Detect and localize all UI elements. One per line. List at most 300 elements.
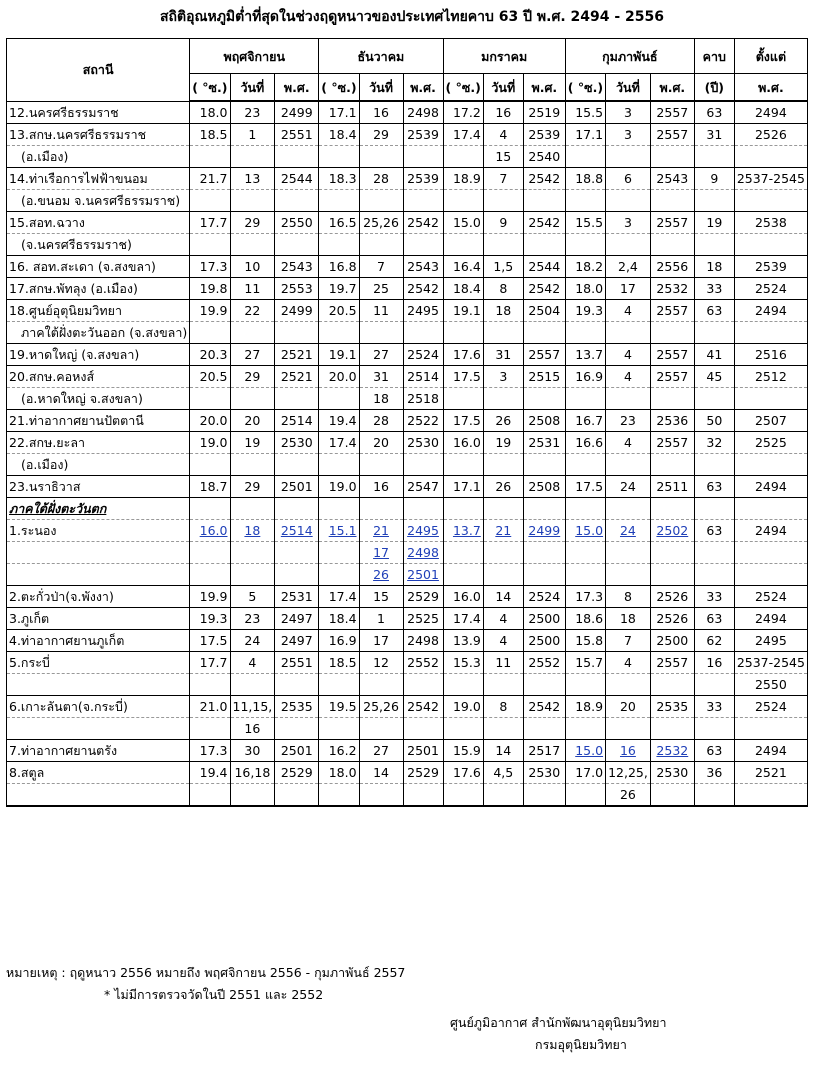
table-cell: 4 xyxy=(483,124,523,146)
table-cell xyxy=(319,388,359,410)
record-link[interactable]: 2514 xyxy=(280,523,313,538)
table-cell xyxy=(275,542,319,564)
table-cell: 9 xyxy=(483,212,523,234)
table-cell xyxy=(190,454,230,476)
table-cell xyxy=(319,520,359,542)
table-cell: 20 xyxy=(606,696,651,718)
station-cell: (อ.หาดใหญ่ จ.สงขลา) xyxy=(7,388,190,410)
table-cell: 2515 xyxy=(523,366,565,388)
table-cell xyxy=(190,234,230,256)
table-cell: 16,18 xyxy=(230,762,275,784)
table-cell xyxy=(359,564,403,586)
table-cell xyxy=(403,674,443,696)
table-cell xyxy=(230,564,275,586)
table-cell: 2532 xyxy=(650,278,694,300)
table-cell xyxy=(606,520,651,542)
table-cell xyxy=(275,322,319,344)
table-cell xyxy=(443,564,483,586)
table-cell: 17 xyxy=(606,278,651,300)
table-cell xyxy=(190,542,230,564)
table-cell: 2494 xyxy=(734,740,807,762)
subheader-day: วันที่ xyxy=(359,74,403,102)
table-cell: 18.0 xyxy=(565,278,605,300)
table-cell: 25,26 xyxy=(359,696,403,718)
station-cell: (จ.นครศรีธรรมราช) xyxy=(7,234,190,256)
table-cell xyxy=(443,718,483,740)
table-cell xyxy=(190,146,230,168)
table-cell: 15.3 xyxy=(443,652,483,674)
table-cell: 63 xyxy=(694,520,734,542)
table-cell xyxy=(606,190,651,212)
table-cell xyxy=(606,718,651,740)
table-row xyxy=(7,300,808,322)
table-cell: 19.7 xyxy=(319,278,359,300)
note-line-2: * ไม่มีการตรวจวัดในปี 2551 และ 2552 xyxy=(104,987,324,1002)
table-cell xyxy=(403,234,443,256)
table-cell xyxy=(650,740,694,762)
table-cell xyxy=(403,190,443,212)
table-cell xyxy=(523,498,565,520)
table-cell xyxy=(359,146,403,168)
table-cell: 2497 xyxy=(275,608,319,630)
table-cell xyxy=(606,388,651,410)
table-cell xyxy=(606,146,651,168)
table-cell: 8 xyxy=(606,586,651,608)
table-row xyxy=(7,454,808,476)
table-cell xyxy=(694,190,734,212)
table-cell xyxy=(565,564,605,586)
table-cell xyxy=(275,388,319,410)
table-cell: 17.2 xyxy=(443,101,483,124)
record-link[interactable]: 18 xyxy=(244,523,261,538)
table-cell: 4 xyxy=(606,432,651,454)
table-cell: 25,26 xyxy=(359,212,403,234)
table-cell: 2539 xyxy=(734,256,807,278)
table-cell: 2498 xyxy=(403,101,443,124)
table-cell: 18.5 xyxy=(319,652,359,674)
record-link[interactable]: 21 xyxy=(495,523,512,538)
table-cell xyxy=(443,520,483,542)
table-cell: 4 xyxy=(606,300,651,322)
record-link[interactable]: 13.7 xyxy=(452,523,481,538)
table-row xyxy=(7,190,808,212)
table-cell xyxy=(565,234,605,256)
station-cell: 12.นครศรีธรรมราช xyxy=(7,101,190,124)
table-row xyxy=(7,762,808,784)
table-cell xyxy=(734,564,807,586)
station-cell: 18.ศูนย์อุตุนิยมวิทยา xyxy=(7,300,190,322)
table-cell xyxy=(230,498,275,520)
table-cell xyxy=(734,146,807,168)
table-cell xyxy=(523,520,565,542)
table-cell: 18.8 xyxy=(565,168,605,190)
table-cell: 26 xyxy=(483,476,523,498)
table-cell: 2508 xyxy=(523,476,565,498)
table-cell: 2495 xyxy=(734,630,807,652)
table-cell: 2539 xyxy=(523,124,565,146)
table-cell: 2499 xyxy=(275,300,319,322)
table-cell xyxy=(483,190,523,212)
table-cell: 2537-2545 xyxy=(734,652,807,674)
table-cell: 33 xyxy=(694,278,734,300)
table-cell xyxy=(443,234,483,256)
table-cell xyxy=(443,542,483,564)
table-cell: 32 xyxy=(694,432,734,454)
table-cell: 19.0 xyxy=(190,432,230,454)
table-cell xyxy=(483,388,523,410)
table-cell: 2538 xyxy=(734,212,807,234)
station-cell: 16. สอท.สะเดา (จ.สงขลา) xyxy=(7,256,190,278)
table-cell xyxy=(230,234,275,256)
table-cell: 2535 xyxy=(650,696,694,718)
table-cell: 19.3 xyxy=(190,608,230,630)
table-row xyxy=(7,146,808,168)
table-cell: 2552 xyxy=(523,652,565,674)
table-cell: 18.2 xyxy=(565,256,605,278)
table-cell xyxy=(606,322,651,344)
table-cell xyxy=(483,520,523,542)
table-cell: 14 xyxy=(483,740,523,762)
table-cell xyxy=(606,498,651,520)
table-cell: 8 xyxy=(483,278,523,300)
table-cell: 63 xyxy=(694,476,734,498)
table-cell: 2521 xyxy=(275,344,319,366)
table-cell: 16 xyxy=(694,652,734,674)
table-cell: 2512 xyxy=(734,366,807,388)
table-cell: 2521 xyxy=(734,762,807,784)
table-cell: 2542 xyxy=(523,696,565,718)
table-cell: 7 xyxy=(483,168,523,190)
table-cell: 24 xyxy=(606,476,651,498)
table-cell: 15.9 xyxy=(443,740,483,762)
table-row xyxy=(7,564,808,586)
table-cell xyxy=(403,520,443,542)
table-cell xyxy=(443,674,483,696)
table-cell: 4 xyxy=(483,630,523,652)
table-cell xyxy=(694,784,734,807)
station-cell: 23.นราธิวาส xyxy=(7,476,190,498)
table-cell: 6 xyxy=(606,168,651,190)
table-cell xyxy=(190,784,230,807)
table-cell: 18 xyxy=(483,300,523,322)
subheader-year: พ.ศ. xyxy=(275,74,319,102)
table-cell: 2557 xyxy=(650,101,694,124)
table-cell: 2517 xyxy=(523,740,565,762)
table-cell xyxy=(650,674,694,696)
table-cell: 2556 xyxy=(650,256,694,278)
table-cell xyxy=(359,784,403,807)
table-cell: 2494 xyxy=(734,101,807,124)
table-cell: 28 xyxy=(359,168,403,190)
table-cell xyxy=(190,564,230,586)
table-cell: 17.5 xyxy=(443,410,483,432)
table-cell: 8 xyxy=(483,696,523,718)
table-row xyxy=(7,630,808,652)
table-cell: 2557 xyxy=(523,344,565,366)
table-cell: 19.1 xyxy=(319,344,359,366)
table-cell: 2529 xyxy=(403,586,443,608)
table-cell xyxy=(523,542,565,564)
table-cell: 2557 xyxy=(650,212,694,234)
table-cell: 16.9 xyxy=(565,366,605,388)
record-link[interactable]: 16 xyxy=(619,743,636,758)
record-link[interactable]: 2495 xyxy=(407,523,439,538)
table-cell xyxy=(650,190,694,212)
table-cell: 2500 xyxy=(650,630,694,652)
table-cell: 17 xyxy=(359,630,403,652)
table-cell: 2557 xyxy=(650,300,694,322)
table-cell: 63 xyxy=(694,101,734,124)
table-cell: 20.0 xyxy=(319,366,359,388)
table-cell xyxy=(230,784,275,807)
table-cell: 16.2 xyxy=(319,740,359,762)
table-cell: 63 xyxy=(694,740,734,762)
table-cell xyxy=(565,454,605,476)
table-cell: 19 xyxy=(230,432,275,454)
station-cell xyxy=(7,718,190,740)
record-link[interactable]: 2502 xyxy=(656,523,689,538)
table-cell: 2501 xyxy=(403,740,443,762)
station-cell: (อ.เมือง) xyxy=(7,454,190,476)
table-cell: 2514 xyxy=(275,410,319,432)
station-cell xyxy=(7,784,190,807)
table-cell: 16.5 xyxy=(319,212,359,234)
record-link[interactable]: 15.0 xyxy=(575,743,604,758)
record-link[interactable]: 2498 xyxy=(407,545,439,560)
table-row xyxy=(7,124,808,146)
table-cell xyxy=(443,498,483,520)
subheader-period-unit: (ปี) xyxy=(694,74,734,102)
table-cell: 17.4 xyxy=(443,124,483,146)
table-cell xyxy=(483,498,523,520)
table-cell: 2557 xyxy=(650,366,694,388)
section-heading: ภาคใต้ฝั่งตะวันตก xyxy=(7,498,190,520)
table-cell xyxy=(190,190,230,212)
subheader-temp: ( °ซ.) xyxy=(319,74,359,102)
table-cell xyxy=(443,322,483,344)
table-cell: 13.7 xyxy=(565,344,605,366)
subheader-temp: ( °ซ.) xyxy=(190,74,230,102)
table-cell: 2,4 xyxy=(606,256,651,278)
station-cell: 17.สกษ.พัทลุง (อ.เมือง) xyxy=(7,278,190,300)
table-cell xyxy=(523,718,565,740)
table-row xyxy=(7,101,808,124)
table-cell: 2516 xyxy=(734,344,807,366)
table-cell xyxy=(359,234,403,256)
table-row xyxy=(7,652,808,674)
table-cell xyxy=(483,234,523,256)
table-cell: 17.3 xyxy=(565,586,605,608)
header-month-feb: กุมภาพันธ์ xyxy=(565,39,694,74)
table-cell: 2544 xyxy=(275,168,319,190)
table-cell: 2524 xyxy=(403,344,443,366)
table-cell: 2501 xyxy=(275,740,319,762)
table-cell xyxy=(565,190,605,212)
table-cell xyxy=(694,674,734,696)
table-cell xyxy=(190,520,230,542)
table-cell xyxy=(230,454,275,476)
table-cell: 19.8 xyxy=(190,278,230,300)
table-cell: 2494 xyxy=(734,520,807,542)
record-link[interactable]: 26 xyxy=(373,567,389,582)
table-row xyxy=(7,432,808,454)
table-cell xyxy=(565,740,605,762)
table-cell: 17.4 xyxy=(319,432,359,454)
table-cell xyxy=(606,542,651,564)
table-cell: 4 xyxy=(606,344,651,366)
table-cell: 2540 xyxy=(523,146,565,168)
table-cell: 2500 xyxy=(523,630,565,652)
table-cell: 4 xyxy=(483,608,523,630)
table-cell: 26 xyxy=(483,410,523,432)
table-cell xyxy=(483,564,523,586)
record-link[interactable]: 2532 xyxy=(656,743,689,758)
table-cell xyxy=(483,454,523,476)
table-cell: 20.3 xyxy=(190,344,230,366)
record-link[interactable]: 15.0 xyxy=(575,523,604,538)
table-cell xyxy=(650,454,694,476)
credit xyxy=(450,1012,667,1056)
table-cell: 29 xyxy=(230,366,275,388)
table-cell xyxy=(403,322,443,344)
table-cell: 2550 xyxy=(734,674,807,696)
table-cell xyxy=(190,388,230,410)
table-cell: 17.4 xyxy=(443,608,483,630)
table-cell: 16 xyxy=(483,101,523,124)
table-row xyxy=(7,234,808,256)
table-cell xyxy=(650,234,694,256)
record-link[interactable]: 16.0 xyxy=(199,523,228,538)
table-cell xyxy=(275,454,319,476)
table-cell: 2551 xyxy=(275,652,319,674)
table-cell: 3 xyxy=(606,124,651,146)
table-cell: 2521 xyxy=(275,366,319,388)
table-cell: 2498 xyxy=(403,630,443,652)
table-row xyxy=(7,366,808,388)
table-cell xyxy=(523,674,565,696)
record-link[interactable]: 15.1 xyxy=(328,523,357,538)
station-cell: 4.ท่าอากาศยานภูเก็ต xyxy=(7,630,190,652)
table-cell: 29 xyxy=(230,476,275,498)
table-cell xyxy=(230,542,275,564)
table-cell: 31 xyxy=(483,344,523,366)
table-cell: 18.9 xyxy=(565,696,605,718)
subheader-year: พ.ศ. xyxy=(403,74,443,102)
table-cell xyxy=(403,542,443,564)
table-cell: 2539 xyxy=(403,124,443,146)
table-cell: 2557 xyxy=(650,124,694,146)
record-link[interactable]: 2499 xyxy=(528,523,561,538)
table-row xyxy=(7,784,808,807)
table-cell: 27 xyxy=(359,740,403,762)
table-cell xyxy=(359,190,403,212)
table-cell: 2504 xyxy=(523,300,565,322)
table-cell xyxy=(275,520,319,542)
table-cell: 17.3 xyxy=(190,256,230,278)
table-cell: 30 xyxy=(230,740,275,762)
table-cell: 2524 xyxy=(734,278,807,300)
table-cell: 15 xyxy=(483,146,523,168)
table-cell xyxy=(694,498,734,520)
table-cell xyxy=(734,234,807,256)
table-cell: 20.5 xyxy=(319,300,359,322)
table-cell xyxy=(319,322,359,344)
header-station: สถานี xyxy=(7,39,190,102)
table-cell xyxy=(319,146,359,168)
table-cell xyxy=(565,718,605,740)
record-link[interactable]: 17 xyxy=(373,545,389,560)
record-link[interactable]: 2501 xyxy=(407,567,439,582)
table-cell xyxy=(565,388,605,410)
table-cell xyxy=(734,542,807,564)
table-cell xyxy=(359,718,403,740)
table-cell xyxy=(606,740,651,762)
table-cell: 10 xyxy=(230,256,275,278)
table-cell xyxy=(319,674,359,696)
table-cell xyxy=(523,234,565,256)
table-cell: 19.0 xyxy=(319,476,359,498)
table-cell: 31 xyxy=(359,366,403,388)
table-cell xyxy=(734,388,807,410)
table-cell xyxy=(650,146,694,168)
table-cell: 2514 xyxy=(403,366,443,388)
table-cell xyxy=(565,146,605,168)
table-cell: 2535 xyxy=(275,696,319,718)
table-cell: 41 xyxy=(694,344,734,366)
table-cell: 2524 xyxy=(734,696,807,718)
table-cell: 2500 xyxy=(523,608,565,630)
table-cell: 15.8 xyxy=(565,630,605,652)
table-cell: 4 xyxy=(606,366,651,388)
table-row xyxy=(7,696,808,718)
table-cell xyxy=(319,498,359,520)
table-cell xyxy=(694,564,734,586)
table-cell xyxy=(606,454,651,476)
table-cell: 2495 xyxy=(403,300,443,322)
table-cell: 20 xyxy=(359,432,403,454)
table-cell: 12,25, xyxy=(606,762,651,784)
table-cell: 18.0 xyxy=(190,101,230,124)
table-cell: 14 xyxy=(483,586,523,608)
table-cell xyxy=(523,190,565,212)
table-cell xyxy=(230,146,275,168)
station-cell: 2.ตะกั่วป่า(จ.พังงา) xyxy=(7,586,190,608)
table-cell xyxy=(359,520,403,542)
header-since: ตั้งแต่ xyxy=(734,39,807,74)
table-cell: 2524 xyxy=(523,586,565,608)
station-cell xyxy=(7,564,190,586)
table-cell: 2494 xyxy=(734,476,807,498)
table-cell xyxy=(694,234,734,256)
table-cell: 16.7 xyxy=(565,410,605,432)
table-cell: 17.1 xyxy=(565,124,605,146)
table-cell: 16.6 xyxy=(565,432,605,454)
table-cell xyxy=(190,498,230,520)
table-cell: 18.4 xyxy=(319,124,359,146)
table-cell xyxy=(650,718,694,740)
station-cell xyxy=(7,674,190,696)
table-cell xyxy=(190,322,230,344)
record-link[interactable]: 24 xyxy=(619,523,636,538)
table-cell: 2557 xyxy=(650,344,694,366)
table-cell xyxy=(565,322,605,344)
table-cell: 18 xyxy=(606,608,651,630)
table-cell: 16 xyxy=(359,476,403,498)
table-cell: 16.4 xyxy=(443,256,483,278)
table-row xyxy=(7,322,808,344)
table-cell xyxy=(565,784,605,807)
record-link[interactable]: 21 xyxy=(373,523,389,538)
